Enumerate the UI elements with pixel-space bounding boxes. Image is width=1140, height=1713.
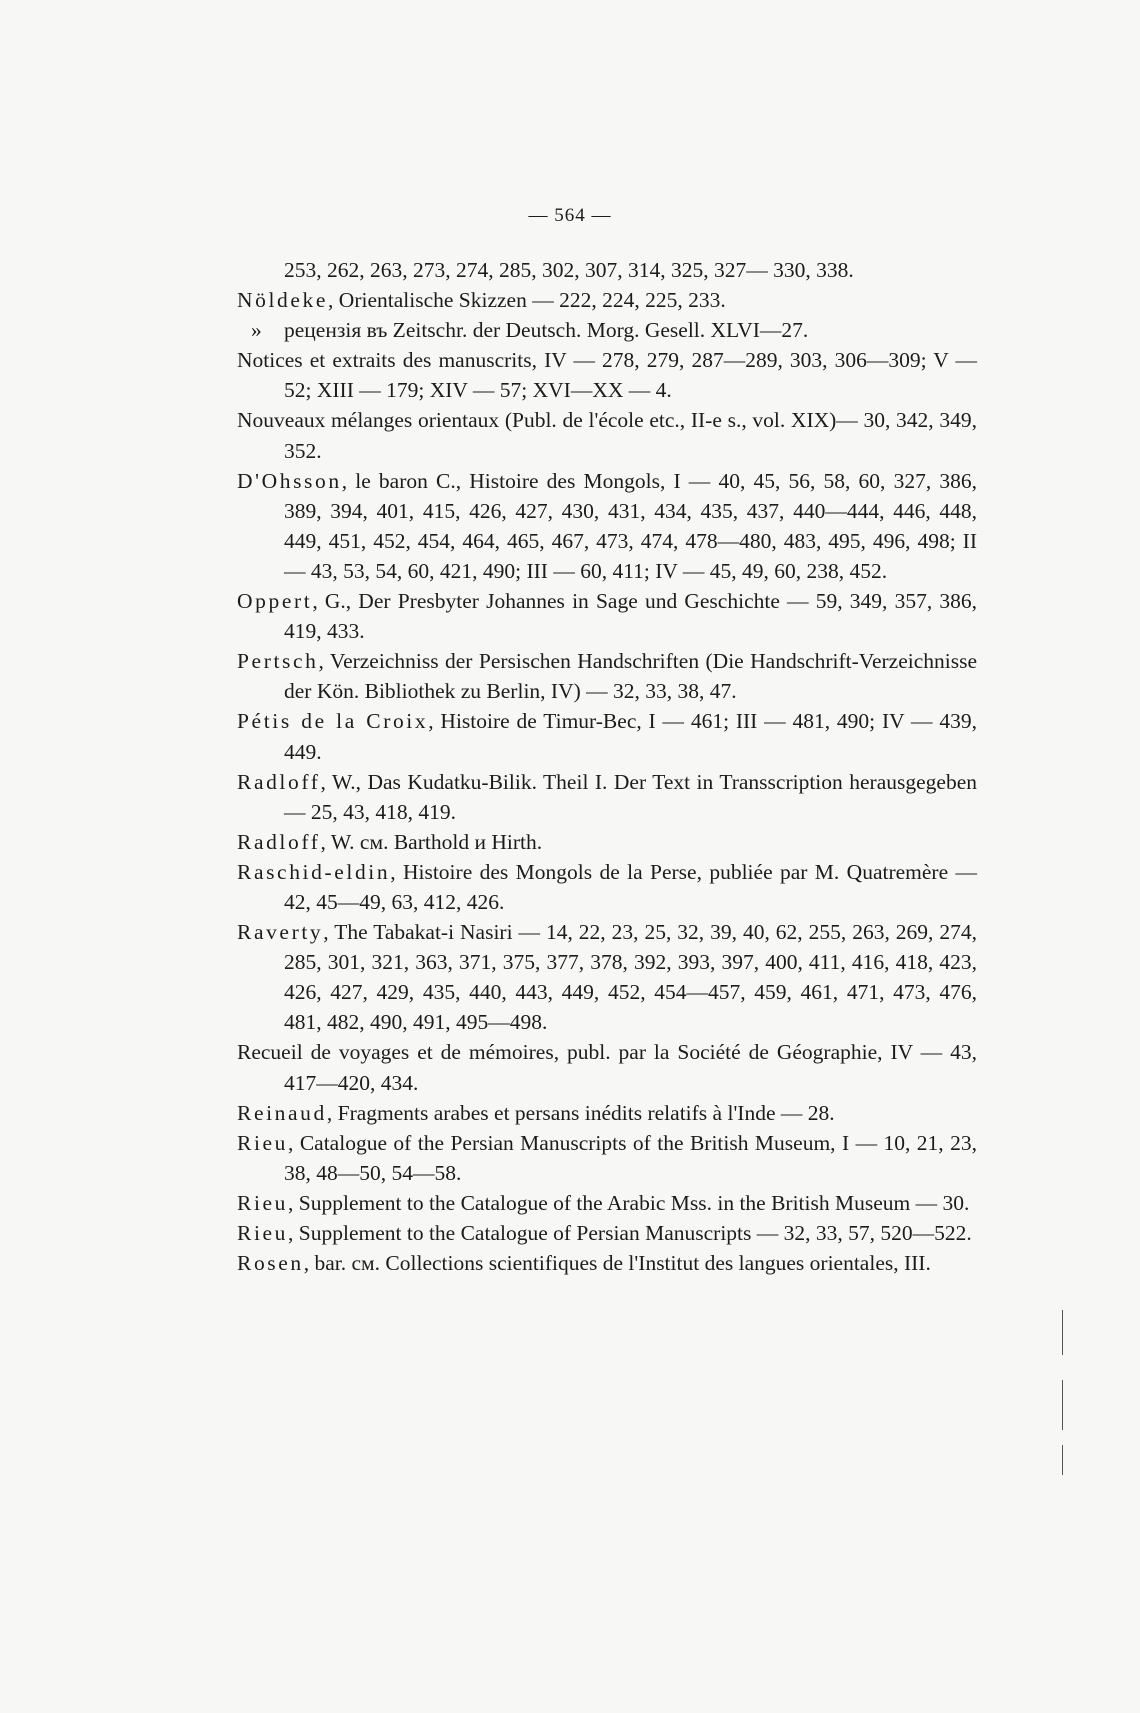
- entry-author: D'Ohsson: [237, 468, 342, 493]
- entry-text: , Supplement to the Catalogue of the Arabic Mss. in the British Museum — 30.: [288, 1190, 970, 1215]
- index-entry: [237, 1248, 977, 1278]
- index-entry: [237, 827, 977, 857]
- entry-text: , le baron C., Histoire des Mongols, I — 40, 45, 56, 58, 60, 327, 386, 389, 394, 401, 415, 426, 427, 430, 431, 434, 435, 437, 440—444, 446, 448, 449, 451, 452, 454, 464, 465, 467, 473, 474, 478—480, 483, 495, 496, 498; II — 43, 53, 54, 60, 421, 490; III — 60, 411; IV — 45, 49, 60, 238, 452.: [284, 468, 977, 583]
- index-entry: [237, 706, 977, 766]
- entry-text: 253, 262, 263, 273, 274, 285, 302, 307, 314, 325, 327— 330, 338.: [284, 258, 854, 282]
- entry-text: , Supplement to the Catalogue of Persian Manuscripts — 32, 33, 57, 520—522.: [288, 1221, 972, 1245]
- entry-text: , bar. см. Collections scientifiques de l'Institut des langues orientales, III.: [303, 1251, 931, 1276]
- index-entries: [237, 255, 977, 1278]
- entry-text: , The Tabakat-i Nasiri — 14, 22, 23, 25, 32, 39, 40, 62, 255, 263, 269, 274, 285, 301, 321, 363, 371, 375, 377, 378, 392, 393, 397, 400, 411, 416, 418, 423, 426, 427, 429, 435, 440, 443, 449, 452, 454—457, 459, 461, 471, 473, 476, 481, 482, 490, 491, 495—498.: [284, 920, 977, 1035]
- index-entry: [237, 857, 977, 917]
- entry-text: , Orientalische Skizzen — 222, 224, 225, 233.: [328, 288, 726, 313]
- index-entry: [237, 646, 977, 706]
- entry-text: , Verzeichniss der Persischen Handschriften (Die Handschrift-Verzeichnisse der Kön. Bibliothek zu Berlin, IV) — 32, 33, 38, 47.: [284, 649, 977, 704]
- page-number: — 564 —: [528, 205, 612, 226]
- entry-author: Raverty: [237, 920, 324, 945]
- scan-mark: [1062, 1445, 1063, 1475]
- entry-text: , Catalogue of the Persian Manuscripts of the British Museum, I — 10, 21, 23, 38, 48—50, 54—58.: [284, 1130, 977, 1185]
- entry-author: Rieu: [237, 1190, 289, 1215]
- index-entry: [237, 405, 977, 465]
- entry-author: Radloff: [237, 769, 321, 794]
- entry-author: Radloff: [237, 829, 321, 854]
- index-entry: [237, 285, 977, 315]
- index-entry: [237, 255, 977, 285]
- entry-text: , W. см. Barthold и Hirth.: [320, 829, 543, 854]
- scan-mark: [1062, 1380, 1063, 1430]
- entry-text: , Histoire de Timur-Bec, I — 461; III — 481, 490; IV — 439, 449.: [284, 709, 977, 764]
- entry-author: Rosen: [237, 1251, 304, 1276]
- entry-text: , G., Der Presbyter Johannes in Sage und Geschichte — 59, 349, 357, 386, 419, 433.: [284, 589, 977, 644]
- index-entry: [237, 1037, 977, 1097]
- entry-author: Rieu: [237, 1130, 289, 1155]
- index-entry: [237, 1188, 977, 1218]
- index-entry: [237, 1128, 977, 1188]
- entry-text: , Histoire des Mongols de la Perse, publiée par M. Quatremère — 42, 45—49, 63, 412, 426.: [284, 859, 977, 914]
- index-entry: [237, 767, 977, 827]
- entry-text: Recueil de voyages et de mémoires, publ. par la Société de Géographie, IV — 43, 417—420, 434.: [237, 1040, 977, 1095]
- entry-author: Oppert: [237, 589, 313, 614]
- entry-text: Notices et extraits des manuscrits, IV — 278, 279, 287—289, 303, 306—309; V — 52; XIII — 179; XIV — 57; XVI—XX — 4.: [237, 348, 977, 403]
- entry-text: , W., Das Kudatku-Bilik. Theil I. Der Text in Transscription herausgegeben — 25, 43, 418, 419.: [284, 769, 977, 824]
- entry-author: Nöldeke: [237, 288, 329, 313]
- entry-text: , Fragments arabes et persans inédits relatifs à l'Inde — 28.: [326, 1100, 835, 1125]
- index-entry: [237, 466, 977, 586]
- index-entry: [237, 917, 977, 1037]
- entry-author: Reinaud: [237, 1100, 327, 1125]
- entry-author: Pétis de la Croix: [237, 709, 429, 734]
- index-entry: [237, 1218, 977, 1248]
- index-entry: [237, 1098, 977, 1128]
- entry-author: Pertsch: [237, 649, 319, 674]
- index-entry: [237, 345, 977, 405]
- entry-text: рецензія въ Zeitschr. der Deutsch. Morg. Gesell. XLVI—27.: [284, 318, 809, 343]
- index-entry: [237, 315, 977, 345]
- entry-author: Raschid-eldin: [237, 859, 391, 884]
- ditto-mark: »: [251, 318, 262, 343]
- index-entry: [237, 586, 977, 646]
- entry-author: Rieu: [237, 1221, 289, 1245]
- scan-mark: [1062, 1310, 1063, 1355]
- entry-text: Nouveaux mélanges orientaux (Publ. de l'école etc., II-e s., vol. XIX)— 30, 342, 349, 352.: [237, 408, 977, 463]
